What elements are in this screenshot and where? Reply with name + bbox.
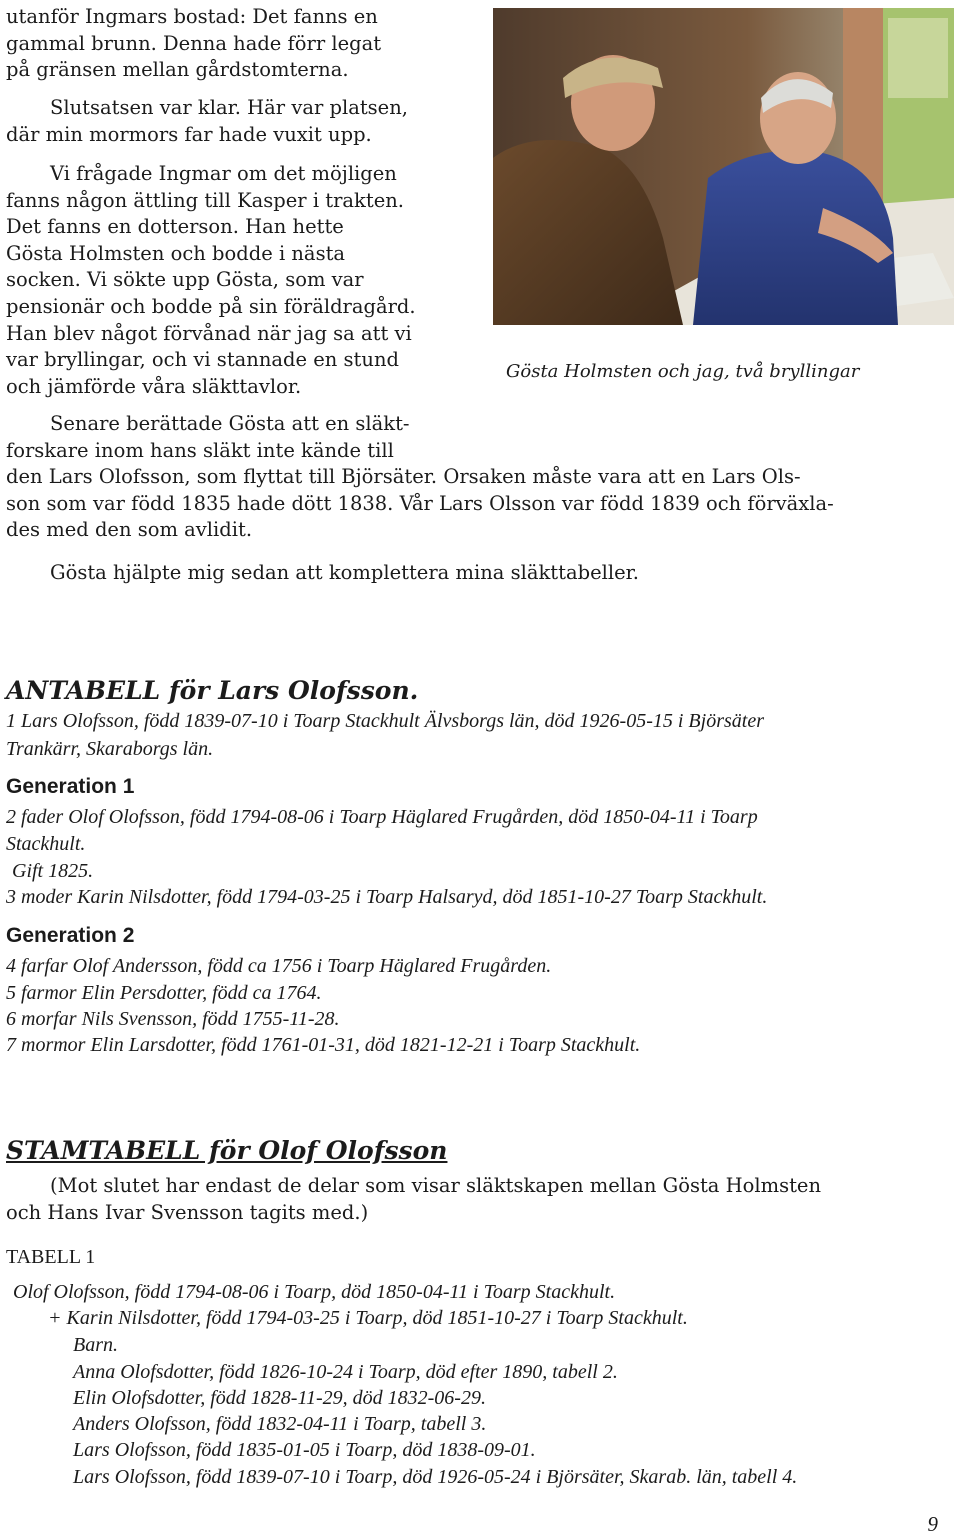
text-line: Han blev något förvånad när jag sa att vi bbox=[6, 321, 412, 345]
text-line: Slutsatsen var klar. Här var platsen, bbox=[50, 96, 408, 119]
antabell-entry: 3 moder Karin Nilsdotter, född 1794-03-25 i Toarp Halsaryd, död 1851-10-27 Toarp Stackhult. bbox=[6, 886, 768, 908]
antabell-entry: 4 farfar Olof Andersson, född ca 1756 i Toarp Häglared Frugården. bbox=[6, 955, 552, 977]
text-line: forskare inom hans släkt inte kände till bbox=[6, 438, 394, 462]
text-line: Senare berättade Gösta att en släkt- bbox=[50, 412, 410, 435]
photo bbox=[493, 8, 954, 325]
help-paragraph bbox=[6, 560, 639, 587]
text-line: socken. Vi sökte upp Gösta, som var bbox=[6, 268, 364, 292]
text-line: den Lars Olofsson, som flyttat till Björsäter. Orsaken måste vara att en Lars Ols- bbox=[6, 465, 801, 489]
antabell-entry: 6 morfar Nils Svensson, född 1755-11-28. bbox=[6, 1008, 340, 1030]
tabell-line: Anders Olofsson, född 1832-04-11 i Toarp, tabell 3. bbox=[73, 1413, 487, 1435]
stamtabell-title: STAMTABELL för Olof Olofsson bbox=[6, 1136, 448, 1165]
text-line: utanför Ingmars bostad: Det fanns en bbox=[6, 5, 378, 28]
text-line: pensionär och bodde på sin föräldragård. bbox=[6, 294, 416, 318]
text-line: och jämförde våra släkttavlor. bbox=[6, 374, 302, 398]
tabell-line: Elin Olofsdotter, född 1828-11-29, död 1832-06-29. bbox=[73, 1387, 486, 1409]
tabell-line: Barn. bbox=[73, 1334, 118, 1356]
antabell-entry: Stackhult. bbox=[6, 833, 86, 855]
generation-1-heading: Generation 1 bbox=[6, 775, 135, 798]
antabell-entry: 1 Lars Olofsson, född 1839-07-10 i Toarp Stackhult Älvsborgs län, död 1926-05-15 i Björsäter bbox=[6, 710, 764, 732]
stamtabell-intro bbox=[6, 1173, 821, 1226]
tabell-line: Olof Olofsson, född 1794-08-06 i Toarp, död 1850-04-11 i Toarp Stackhult. bbox=[13, 1281, 616, 1303]
photo-caption: Gösta Holmsten och jag, två bryllingar bbox=[506, 361, 860, 382]
text-line: var bryllingar, och vi stannade en stund bbox=[6, 348, 399, 372]
text-line: son som var född 1835 hade dött 1838. Vår Lars Olsson var född 1839 och förväxla- bbox=[6, 491, 834, 515]
antabell-entry: Trankärr, Skaraborgs län. bbox=[6, 738, 214, 760]
text-line: och Hans Ivar Svensson tagits med.) bbox=[6, 1200, 369, 1224]
text-line: (Mot slutet har endast de delar som visar släktskapen mellan Gösta Holmsten bbox=[50, 1174, 822, 1197]
antabell-entry: 2 fader Olof Olofsson, född 1794-08-06 i Toarp Häglared Frugården, död 1850-04-11 i Toarp bbox=[6, 806, 758, 828]
text-line: Det fanns en dotterson. Han hette bbox=[6, 215, 344, 239]
tabell-line: Anna Olofsdotter, född 1826-10-24 i Toarp, död efter 1890, tabell 2. bbox=[73, 1361, 618, 1383]
text-line: där min mormors far hade vuxit upp. bbox=[6, 122, 372, 146]
text-line: Gösta Holmsten och bodde i nästa bbox=[6, 241, 346, 265]
tabell-line: Lars Olofsson, född 1835-01-05 i Toarp, död 1838-09-01. bbox=[73, 1439, 536, 1461]
text-line: på gränsen mellan gårdstomterna. bbox=[6, 58, 349, 82]
text-line: Gösta hjälpte mig sedan att komplettera mina släkttabeller. bbox=[50, 561, 639, 584]
table-label: TABELL 1 bbox=[6, 1246, 96, 1268]
page-number: 9 bbox=[927, 1512, 938, 1536]
tabell-line: + Karin Nilsdotter, född 1794-03-25 i Toarp, död 1851-10-27 i Toarp Stackhult. bbox=[48, 1307, 688, 1329]
conclusion-paragraph bbox=[6, 95, 408, 148]
text-line: gammal brunn. Denna hade förr legat bbox=[6, 31, 382, 55]
text-line: fanns någon ättling till Kasper i trakten. bbox=[6, 188, 404, 212]
text-line: Vi frågade Ingmar om det möjligen bbox=[50, 162, 397, 185]
tabell-line: Lars Olofsson, född 1839-07-10 i Toarp, död 1926-05-24 i Björsäter, Skarab. län, tabell 4. bbox=[73, 1466, 798, 1488]
antabell-entry: 7 mormor Elin Larsdotter, född 1761-01-31, död 1821-12-21 i Toarp Stackhult. bbox=[6, 1034, 641, 1056]
antabell-entry: 5 farmor Elin Persdotter, född ca 1764. bbox=[6, 982, 322, 1004]
generation-2-heading: Generation 2 bbox=[6, 924, 135, 947]
intro-paragraph bbox=[6, 4, 381, 84]
antabell-title: ANTABELL för Lars Olofsson. bbox=[6, 676, 419, 705]
later-paragraph bbox=[6, 411, 834, 544]
text-line: des med den som avlidit. bbox=[6, 518, 253, 542]
antabell-entry: Gift 1825. bbox=[12, 860, 94, 882]
search-paragraph bbox=[6, 161, 416, 400]
